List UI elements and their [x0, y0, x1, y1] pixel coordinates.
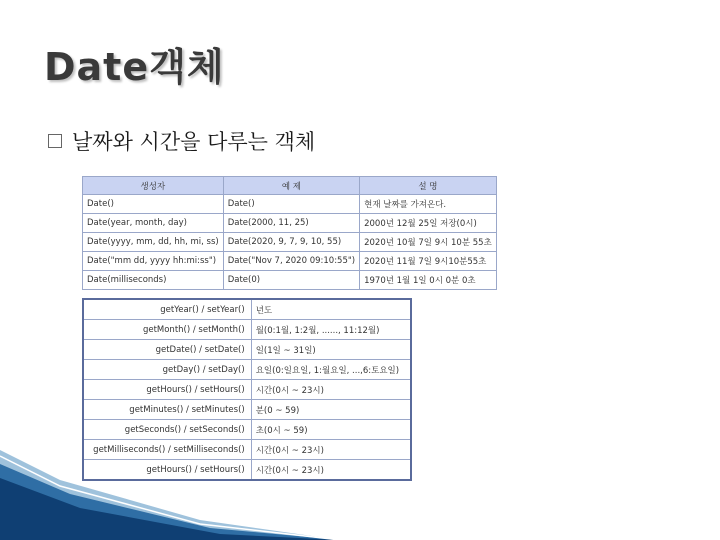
slide-decoration — [0, 450, 340, 540]
bullet-item — [48, 126, 315, 156]
table-cell: Date("Nov 7, 2020 09:10:55") — [223, 252, 359, 271]
slide-title: Date객체 — [44, 45, 225, 89]
description-cell: 월(0:1월, 1:2월, ......, 11:12월) — [251, 320, 411, 340]
description-cell: 시간(0시 ~ 23시) — [251, 440, 411, 460]
method-cell: getHours() / setHours() — [83, 460, 251, 481]
table-cell: Date(0) — [223, 271, 359, 290]
table-cell: 2000년 12월 25일 저장(0시) — [360, 214, 497, 233]
description-cell: 요일(0:일요일, 1:월요일, ...,6:토요일) — [251, 360, 411, 380]
table-row — [83, 320, 411, 340]
table-cell: Date(2000, 11, 25) — [223, 214, 359, 233]
table-row — [83, 233, 497, 252]
table-row — [83, 214, 497, 233]
table-row — [83, 360, 411, 380]
table-cell: Date(yyyy, mm, dd, hh, mi, ss) — [83, 233, 224, 252]
table-cell: Date(year, month, day) — [83, 214, 224, 233]
method-cell: getSeconds() / setSeconds() — [83, 420, 251, 440]
table-row — [83, 340, 411, 360]
table-cell: Date() — [83, 195, 224, 214]
method-cell: getYear() / setYear() — [83, 299, 251, 320]
table-row — [83, 195, 497, 214]
square-bullet-icon — [48, 134, 62, 148]
method-cell: getMilliseconds() / setMilliseconds() — [83, 440, 251, 460]
description-cell: 초(0시 ~ 59) — [251, 420, 411, 440]
column-header: 예 제 — [223, 177, 359, 195]
table-cell: 현재 날짜를 가져온다. — [360, 195, 497, 214]
table-row — [83, 299, 411, 320]
description-cell: 시간(0시 ~ 23시) — [251, 460, 411, 481]
table-row — [83, 420, 411, 440]
table-cell: Date(2020, 9, 7, 9, 10, 55) — [223, 233, 359, 252]
description-cell: 시간(0시 ~ 23시) — [251, 380, 411, 400]
table-row — [83, 400, 411, 420]
table-header-row — [83, 177, 497, 195]
table-cell: 2020년 11월 7일 9시10분55초 — [360, 252, 497, 271]
description-cell: 년도 — [251, 299, 411, 320]
table-row — [83, 252, 497, 271]
constructor-table — [82, 176, 497, 290]
table-cell: Date("mm dd, yyyy hh:mi:ss") — [83, 252, 224, 271]
table-cell: Date() — [223, 195, 359, 214]
description-cell: 분(0 ~ 59) — [251, 400, 411, 420]
table-row — [83, 271, 497, 290]
bullet-text: 날짜와 시간을 다루는 객체 — [72, 130, 316, 154]
description-cell: 일(1일 ~ 31일) — [251, 340, 411, 360]
method-cell: getHours() / setHours() — [83, 380, 251, 400]
table-cell: 2020년 10월 7일 9시 10분 55초 — [360, 233, 497, 252]
method-cell: getMinutes() / setMinutes() — [83, 400, 251, 420]
table-cell: 1970년 1월 1일 0시 0분 0초 — [360, 271, 497, 290]
table-cell: Date(milliseconds) — [83, 271, 224, 290]
method-cell: getMonth() / setMonth() — [83, 320, 251, 340]
method-cell: getDate() / setDate() — [83, 340, 251, 360]
column-header: 생성자 — [83, 177, 224, 195]
table-row — [83, 380, 411, 400]
method-cell: getDay() / setDay() — [83, 360, 251, 380]
column-header: 설 명 — [360, 177, 497, 195]
